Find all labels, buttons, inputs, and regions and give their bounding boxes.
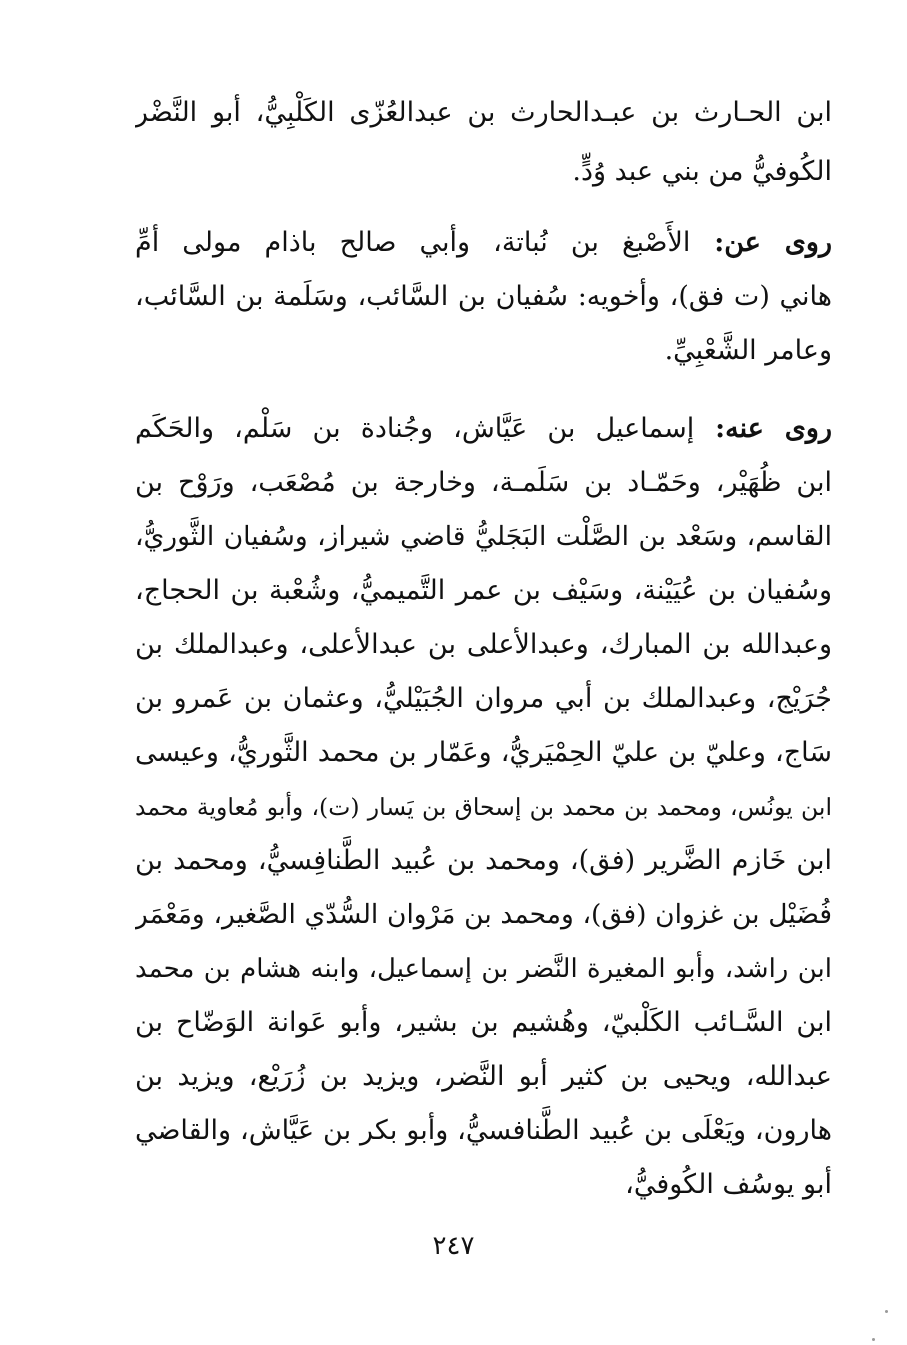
paragraph-3-line-5: وعبدالله بن المبارك، وعبدالأعلى بن عبدالأعلى، وعبدالملك بن [135,629,832,660]
paragraph-3-line-6: جُرَيْج، وعبدالملك بن أبي مروان الجُبَيْليُّ، وعثمان بن عَمرو بن [135,683,832,714]
paragraph-2-line-2: هاني (ت فق)، وأخويه: سُفيان بن السَّائب، وسَلَمة بن السَّائب، [135,281,832,312]
paragraph-3-line-7: سَاج، وعليّ بن عليّ الحِمْيَريُّ، وعَمّار بن محمد الثَّوريُّ، وعيسى [135,737,832,768]
paragraph-3-line-2: ابن ظُهَيْر، وحَمّـاد بن سَلَمـة، وخارجة بن مُصْعَب، ورَوْح بن [135,467,832,498]
section-heading-rawa-anhu: روى عنه: [694,413,832,444]
paragraph-2-line-1: روى عن: الأَصْبغ بن نُباتة، وأبي صالح باذام مولى أمِّ [135,227,832,258]
paragraph-3-line-12: ابن السَّـائب الكَلْبيّ، وهُشيم بن بشير، وأبو عَوانة الوَضّاح بن [135,1007,832,1038]
page-number: ٢٤٧ [432,1231,475,1261]
paragraph-3-line-11: ابن راشد، وأبو المغيرة النَّضر بن إسماعيل، وابنه هشام بن محمد [135,954,832,984]
scan-speck [885,1310,888,1313]
paragraph-2-line-3: وعامر الشَّعْبِيِّ. [664,335,832,366]
paragraph-3-line-8: ابن يونُس، ومحمد بن محمد بن إسحاق بن يَسار (ت)، وأبو مُعاوية محمد [135,793,832,821]
scan-speck [872,1338,875,1341]
paragraph-3-line-4: وسُفيان بن عُيَيْنة، وسَيْف بن عمر التَّميميُّ، وشُعْبة بن الحجاج، [135,575,832,606]
paragraph-3-line-3: القاسم، وسَعْد بن الصَّلْت البَجَليُّ قاضي شيراز، وسُفيان الثَّوريُّ، [135,521,832,552]
paragraph-3-line-10: فُضَيْل بن غزوان (فق)، ومحمد بن مَرْوان السُّدّي الصَّغير، ومَعْمَر [135,899,832,930]
paragraph-3-line-15: أبو يوسُف الكُوفيُّ، [625,1169,832,1200]
paragraph-3-line-9: ابن خَازم الضَّرير (فق)، ومحمد بن عُبيد الطَّنافِسيُّ، ومحمد بن [135,845,832,876]
paragraph-3-line-1: روى عنه: إسماعيل بن عَيَّاش، وجُنادة بن سَلْم، والحَكَم [135,413,832,444]
paragraph-1-line-1: ابن الحـارث بن عبـدالحارث بن عبدالعُزّى الكَلْبِيُّ، أبو النَّضْر [135,97,832,128]
paragraph-3-line-14: هارون، ويَعْلَى بن عُبيد الطَّنافسيُّ، وأبو بكر بن عَيَّاش، والقاضي [135,1115,832,1146]
paragraph-1-line-2: الكُوفيُّ من بني عبد وُدٍّ. [572,156,832,187]
paragraph-3-line-13: عبدالله، ويحيى بن كثير أبو النَّضر، ويزيد بن زُرَيْع، ويزيد بن [135,1061,832,1092]
section-heading-rawa-an: روى عن: [690,227,832,258]
